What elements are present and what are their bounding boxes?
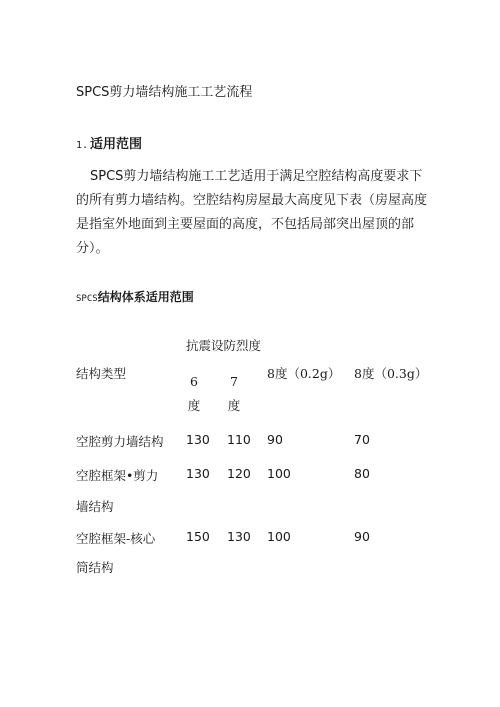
- row-value: 100: [267, 466, 291, 481]
- row-type: 空腔框架•剪力: [76, 468, 159, 483]
- row-value: 90: [267, 432, 283, 447]
- table-caption: [76, 288, 194, 305]
- row-value: 120: [227, 466, 251, 481]
- column-header-7: [227, 370, 241, 418]
- row-value: 130: [227, 529, 251, 544]
- section-number: 1.: [76, 140, 89, 151]
- row-type-line2: 墙结构: [76, 499, 114, 514]
- row-type: 空腔剪力墙结构: [76, 434, 164, 449]
- column-header-6: [187, 370, 201, 418]
- column-header-6-value: 6: [190, 374, 198, 389]
- row-value: 100: [267, 529, 291, 544]
- section-heading: [76, 133, 142, 152]
- row-value: 80: [354, 466, 370, 481]
- row-type-line2: 筒结构: [76, 560, 114, 575]
- row-value: 110: [227, 432, 251, 447]
- row-type: 空腔框架-核心: [76, 531, 156, 546]
- column-header-7-value: 7: [230, 374, 238, 389]
- section-paragraph: SPCS剪力墙结构施工工艺适用于满足空腔结构高度要求下的所有剪力墙结构。空腔结构房屋最大高度见下表（房屋高度是指室外地面到主要屋面的高度，不包括局部突出屋顶的部分）。: [76, 169, 428, 256]
- table-caption-latin: SPCS: [76, 294, 98, 304]
- table-row-header: 结构类型: [76, 366, 127, 381]
- column-header-8-03g: 8度（0.3g）: [354, 366, 428, 381]
- column-header-7-unit: 度: [227, 398, 241, 413]
- row-value: 130: [186, 466, 210, 481]
- row-value: 130: [186, 432, 210, 447]
- table-caption-text: 结构体系适用范围: [97, 290, 194, 304]
- section-heading-text: 适用范围: [90, 137, 143, 152]
- row-value: 150: [186, 529, 210, 544]
- row-value: 70: [354, 432, 370, 447]
- row-value: 90: [354, 529, 370, 544]
- document-title: SPCS剪力墙结构施工工艺流程: [76, 85, 253, 100]
- column-header-6-unit: 度: [187, 398, 201, 413]
- column-header-8-02g: 8度（0.2g）: [267, 366, 341, 381]
- table-group-header: 抗震设防烈度: [186, 338, 262, 353]
